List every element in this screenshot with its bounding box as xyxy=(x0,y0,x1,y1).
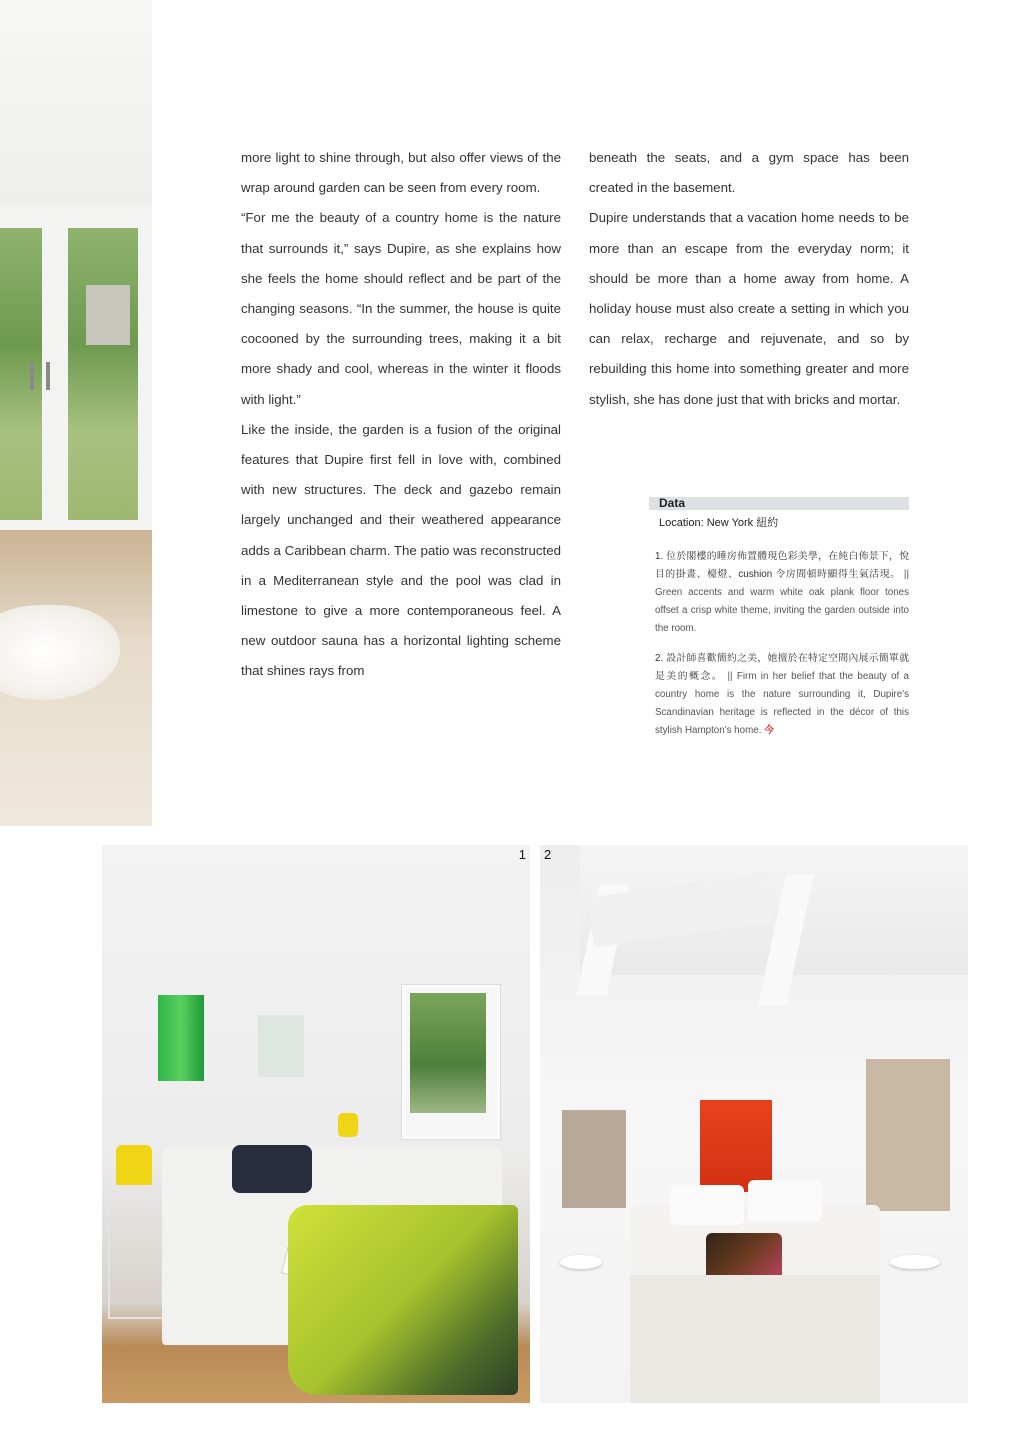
left-interior-photo xyxy=(0,0,152,826)
article-column-right xyxy=(589,143,909,415)
window-view xyxy=(410,993,486,1113)
end-mark-icon: 今 xyxy=(764,725,774,736)
yellow-lamp xyxy=(116,1145,152,1185)
ceiling xyxy=(0,0,152,205)
figures-artwork xyxy=(866,1059,950,1211)
photo-number: 2 xyxy=(544,847,552,862)
paragraph: “For me the beauty of a country home is the nature that surrounds it,” says Dupire, as she explains how she feels the home should reflect and be part of the changing seasons. “In the summer, the house is quite cocooned by the surrounding trees, making it a bit more shady and cool, whereas in the winter it floods with light.” xyxy=(241,210,561,407)
pale-artwork xyxy=(258,1015,304,1077)
door-glass-right xyxy=(68,228,138,520)
garden-shed xyxy=(86,285,130,345)
bedroom-photo-1 xyxy=(102,845,530,1403)
paragraph: beneath the seats, and a gym space has been created in the basement. xyxy=(589,150,909,196)
green-throw xyxy=(288,1205,518,1395)
bed-throw xyxy=(630,1275,880,1403)
data-sidebar xyxy=(649,497,909,740)
red-artwork xyxy=(700,1100,772,1192)
caption-chinese: 2. 設計師喜歡簡約之美，她擅於在特定空間內展示簡單就是美的概念。 xyxy=(655,653,909,682)
photo-caption-2 xyxy=(649,650,909,740)
photo-number: 1 xyxy=(518,847,526,862)
paragraph: Like the inside, the garden is a fusion of the original features that Dupire first fell in love with, combined with new structures. The deck and gazebo remain largely unchanged and their weathered appearance adds a Caribbean charm. The patio was reconstructed in a Mediterranean style and the pool was clad in limestone to give a more contemporaneous feel. A new outdoor sauna has a horizontal lighting scheme that shines rays from xyxy=(241,421,561,679)
paragraph: more light to shine through, but also offer views of the wrap around garden can be seen from every room. xyxy=(241,150,561,196)
data-location: Location: New York 紐約 xyxy=(659,517,779,529)
door-handle xyxy=(46,362,50,390)
door-glass-left xyxy=(0,228,42,520)
side-table-left xyxy=(560,1255,602,1269)
caption-chinese: 1. 位於閣樓的睡房佈置體現色彩美學，在純白佈景下，悅目的掛畫、檯燈、cushion 令房間頓時顯得生氣活現。 xyxy=(655,551,909,580)
caption-english: Firm in her belief that the beauty of a country home is the nature surrounding it, Dupire's Scandinavian heritage is reflected in the décor of this stylish Hampton's home. xyxy=(655,671,910,736)
pillow xyxy=(748,1180,822,1222)
pillow xyxy=(670,1185,744,1225)
door-handle xyxy=(30,362,34,390)
side-table-right xyxy=(890,1255,940,1269)
patterned-pillow xyxy=(232,1145,312,1193)
paragraph: Dupire understands that a vacation home needs to be more than an escape from the everyday norm; it should be more than a home away from home. A holiday house must also create a setting in which you can relax, recharge and rejuvenate, and so by rebuilding this home into something greater and more stylish, she has done just that with bricks and mortar. xyxy=(589,210,909,407)
article-column-left xyxy=(241,143,561,687)
data-header: Data xyxy=(649,497,909,510)
bedroom-photo-2 xyxy=(540,845,968,1403)
dog-drawing-artwork xyxy=(562,1110,626,1208)
caption-english: Green accents and warm white oak plank floor tones offset a crisp white theme, inviting the garden outside into the room. xyxy=(655,587,909,634)
photo-caption-1 xyxy=(649,548,909,638)
green-artwork xyxy=(158,995,204,1081)
caption-separator: || xyxy=(723,671,737,682)
caption-separator: || xyxy=(900,569,909,580)
yellow-lamp-small xyxy=(338,1113,358,1137)
